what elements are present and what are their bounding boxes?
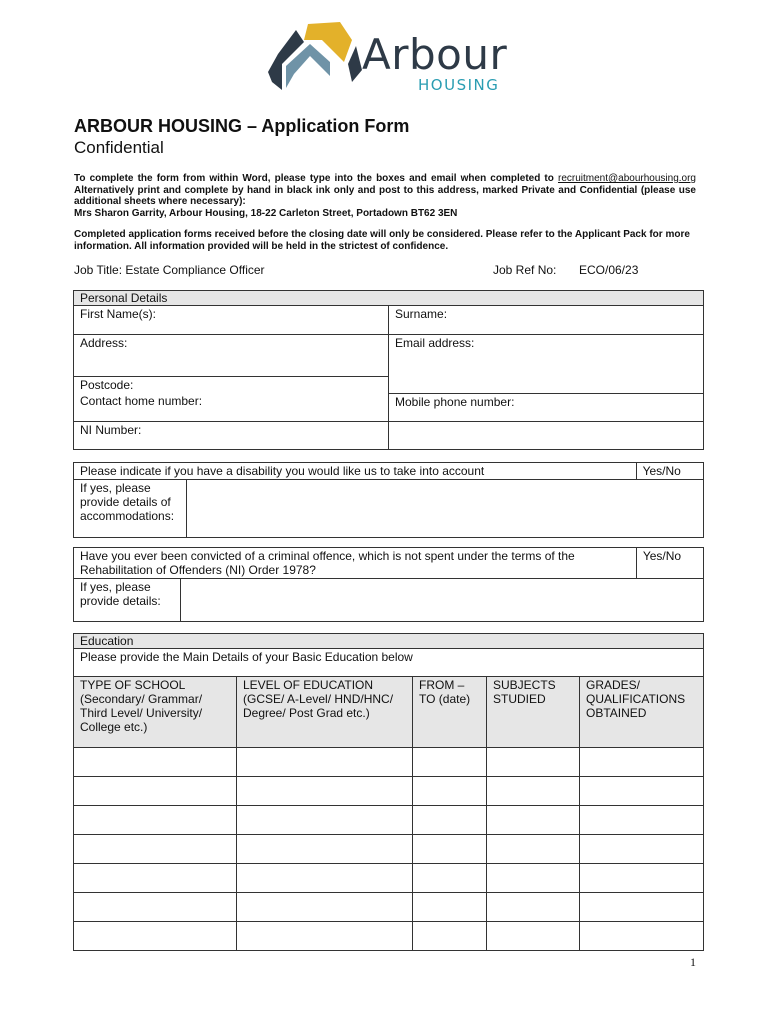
education-row: [74, 922, 704, 951]
ni-number-field[interactable]: NI Number:: [74, 422, 389, 450]
education-row: [74, 864, 704, 893]
education-cell[interactable]: [413, 777, 487, 806]
education-cell[interactable]: [413, 806, 487, 835]
education-table: [73, 633, 704, 951]
conviction-details-label: If yes, please provide details:: [74, 579, 181, 622]
education-cell[interactable]: [487, 806, 580, 835]
education-cell[interactable]: [580, 893, 704, 922]
disability-details-label: If yes, please provide details of accommodations:: [74, 480, 187, 538]
education-cell[interactable]: [74, 748, 237, 777]
disability-answer[interactable]: Yes/No: [636, 463, 703, 480]
col-type-of-school: TYPE OF SCHOOL (Secondary/ Grammar/ Third Level/ University/ College etc.): [74, 677, 237, 748]
page-title: ARBOUR HOUSING – Application Form: [74, 116, 410, 136]
closing-note: Completed application forms received before the closing date will only be considered. Please refer to the Applicant Pack for more information. All information provided will be held in the strictest of confidence.: [74, 229, 690, 252]
intro-text-1: To complete the form from within Word, please type into the boxes and email when completed to: [74, 173, 554, 184]
conviction-question: Have you ever been convicted of a criminal offence, which is not spent under the terms of the Rehabilitation of Offenders (NI) Order 1978?: [74, 548, 637, 579]
education-cell[interactable]: [413, 835, 487, 864]
education-prompt: Please provide the Main Details of your Basic Education below: [74, 649, 704, 677]
education-cell[interactable]: [487, 835, 580, 864]
conviction-answer[interactable]: Yes/No: [636, 548, 703, 579]
postcode-field[interactable]: Postcode:: [74, 377, 389, 394]
job-title: Job Title: Estate Compliance Officer: [74, 263, 265, 277]
personal-details-heading: Personal Details: [74, 291, 704, 306]
education-cell[interactable]: [487, 748, 580, 777]
intro-address: Mrs Sharon Garrity, Arbour Housing, 18-22 Carleton Street, Portadown BT62 3EN: [74, 207, 458, 219]
education-cell[interactable]: [487, 777, 580, 806]
logo-subtitle: HOUSING: [418, 76, 500, 94]
conviction-details-field[interactable]: [181, 579, 704, 622]
page-subtitle: Confidential: [74, 138, 164, 157]
page-number: 1: [690, 955, 696, 969]
education-cell[interactable]: [413, 864, 487, 893]
education-cell[interactable]: [237, 893, 413, 922]
education-row: [74, 777, 704, 806]
education-cell[interactable]: [74, 922, 237, 951]
education-cell[interactable]: [580, 864, 704, 893]
personal-details-table: [73, 290, 704, 450]
education-cell[interactable]: [237, 806, 413, 835]
conviction-table: [73, 547, 704, 622]
logo-wordmark: Arbour: [362, 30, 508, 79]
disability-table: [73, 462, 704, 538]
col-level-of-education: LEVEL OF EDUCATION (GCSE/ A-Level/ HND/HNC/ Degree/ Post Grad etc.): [237, 677, 413, 748]
education-cell[interactable]: [74, 806, 237, 835]
col-grades: GRADES/ QUALIFICATIONS OBTAINED: [580, 677, 704, 748]
intro-text-2: Alternatively print and complete by hand in black ink only and post to this address, marked Private and Confidential (please use additional sheets where necessary):: [74, 184, 696, 208]
education-cell[interactable]: [413, 748, 487, 777]
disability-details-field[interactable]: [187, 480, 704, 538]
education-cell[interactable]: [74, 864, 237, 893]
education-cell[interactable]: [237, 835, 413, 864]
col-subjects: SUBJECTS STUDIED: [487, 677, 580, 748]
education-rows: [74, 748, 704, 951]
education-cell[interactable]: [74, 777, 237, 806]
education-cell[interactable]: [580, 922, 704, 951]
logo-navy-right: [348, 46, 362, 82]
education-cell[interactable]: [580, 806, 704, 835]
intro-paragraph: [74, 173, 696, 219]
mobile-field[interactable]: Mobile phone number:: [389, 393, 704, 422]
education-cell[interactable]: [237, 864, 413, 893]
education-cell[interactable]: [580, 777, 704, 806]
education-heading: Education: [74, 634, 704, 649]
education-cell[interactable]: [74, 893, 237, 922]
col-from-to: FROM – TO (date): [413, 677, 487, 748]
home-phone-field[interactable]: Contact home number:: [74, 393, 389, 422]
education-cell[interactable]: [580, 835, 704, 864]
education-cell[interactable]: [413, 893, 487, 922]
email-field[interactable]: Email address:: [389, 335, 704, 394]
education-cell[interactable]: [237, 922, 413, 951]
education-cell[interactable]: [74, 835, 237, 864]
education-cell[interactable]: [413, 922, 487, 951]
education-cell[interactable]: [237, 777, 413, 806]
education-row: [74, 835, 704, 864]
address-field[interactable]: Address:: [74, 335, 389, 377]
job-ref-label: Job Ref No:: [493, 263, 557, 277]
education-cell[interactable]: [580, 748, 704, 777]
education-cell[interactable]: [487, 922, 580, 951]
email-link[interactable]: recruitment@abourhousing.org: [557, 173, 696, 184]
first-name-field[interactable]: First Name(s):: [74, 306, 389, 335]
disability-question: Please indicate if you have a disability you would like us to take into account: [74, 463, 637, 480]
education-cell[interactable]: [487, 893, 580, 922]
education-cell[interactable]: [237, 748, 413, 777]
job-ref-value: ECO/06/23: [579, 263, 639, 277]
education-row: [74, 893, 704, 922]
education-row: [74, 806, 704, 835]
education-row: [74, 748, 704, 777]
education-cell[interactable]: [487, 864, 580, 893]
ni-number-blank[interactable]: [389, 422, 704, 450]
surname-field[interactable]: Surname:: [389, 306, 704, 335]
